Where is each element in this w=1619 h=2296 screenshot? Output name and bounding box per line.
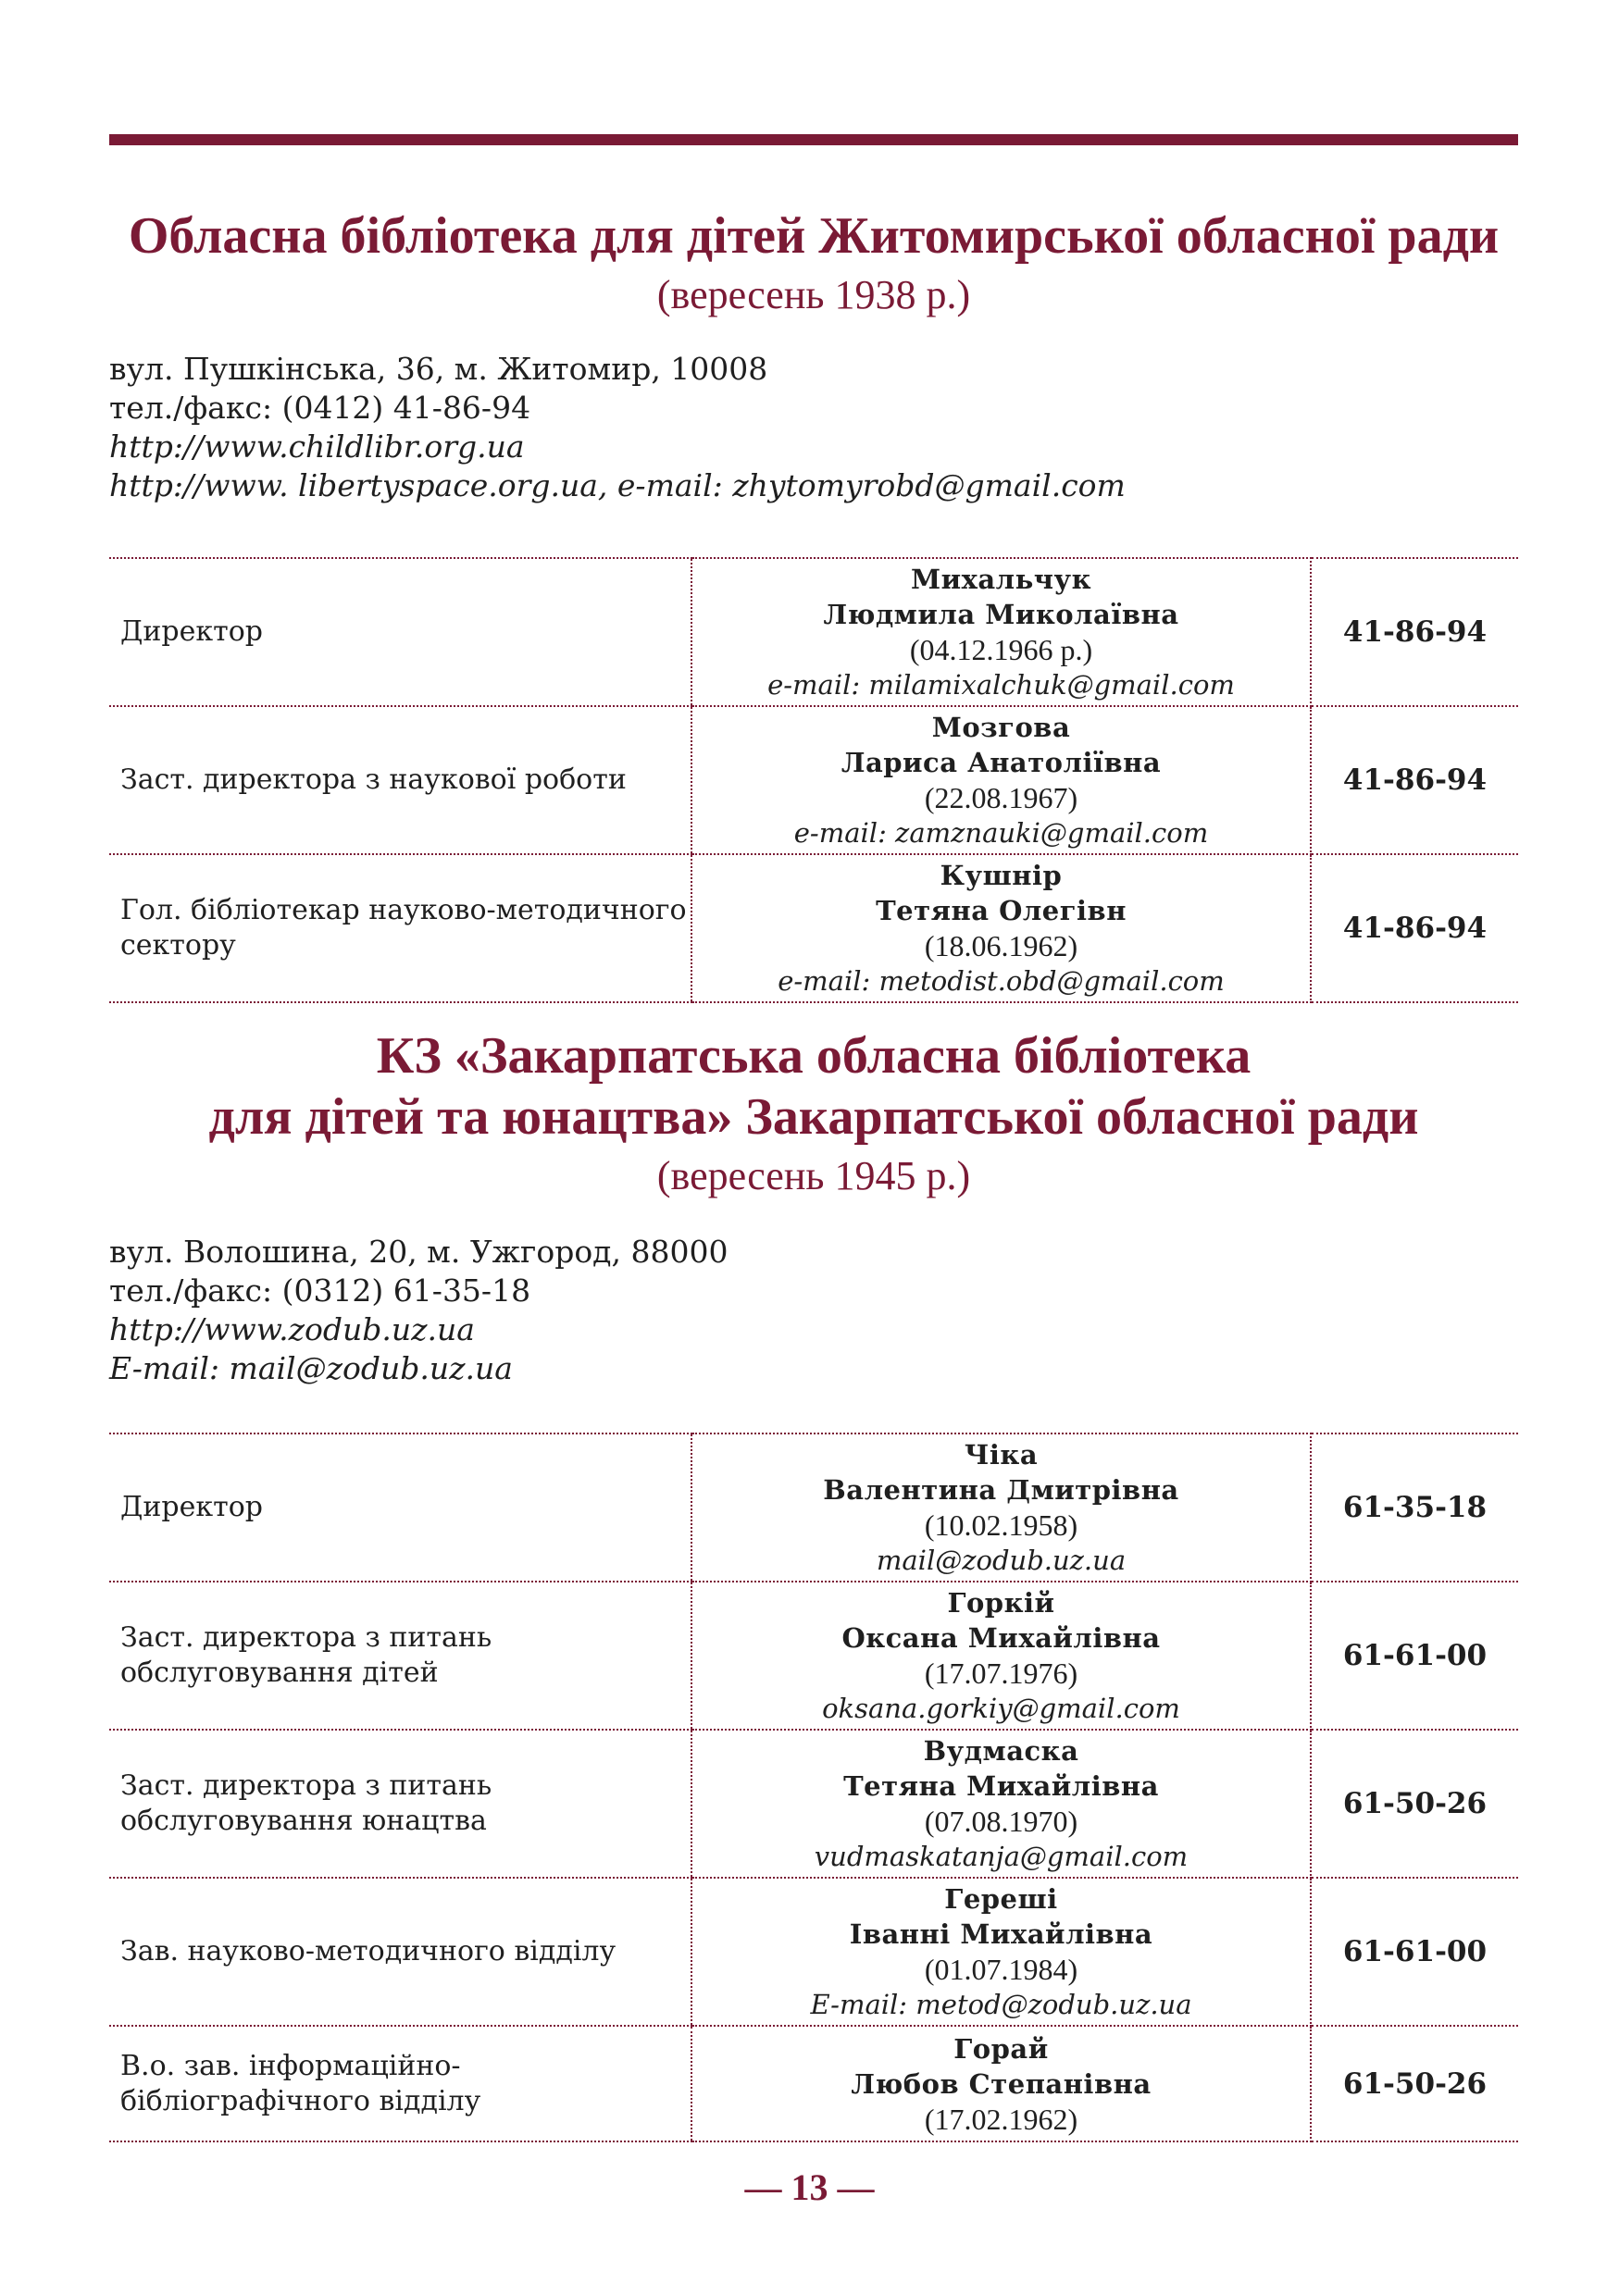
org-founding-date: (вересень 1945 р.) bbox=[656, 1153, 971, 1198]
email-link[interactable]: e-mail: milamixalchuk@gmail.com bbox=[767, 669, 1235, 701]
birth-date: (22.08.1967) bbox=[924, 781, 1078, 814]
surname: Гереші bbox=[944, 1883, 1058, 1915]
phone-fax: тел./факс: (0412) 41-86-94 bbox=[109, 390, 531, 426]
website-link[interactable]: http://www.childlibr.org.ua bbox=[109, 428, 525, 465]
given-names: Оксана Михайлівна bbox=[841, 1622, 1161, 1654]
given-names: Валентина Дмитрівна bbox=[823, 1474, 1179, 1506]
birth-date: (10.02.1958) bbox=[924, 1508, 1078, 1542]
org-title bbox=[109, 205, 1518, 267]
birth-date: (04.12.1966 р.) bbox=[909, 633, 1093, 666]
phone-fax: тел./факс: (0312) 61-35-18 bbox=[109, 1272, 531, 1309]
position-cell: Гол. бібліотекар науково-методичного сектору bbox=[109, 854, 691, 1002]
phone-cell: 41-86-94 bbox=[1311, 558, 1518, 706]
position-cell: Директор bbox=[109, 558, 691, 706]
birth-date: (17.02.1962) bbox=[924, 2102, 1078, 2136]
person-cell bbox=[691, 1433, 1311, 1582]
org-founding-date: (вересень 1938 р.) bbox=[656, 272, 971, 317]
surname: Горкій bbox=[947, 1587, 1055, 1619]
phone-cell: 61-35-18 bbox=[1311, 1433, 1518, 1582]
email-link[interactable]: e-mail: zamznauki@gmail.com bbox=[793, 817, 1209, 849]
email-link[interactable]: E-mail: metod@zodub.uz.ua bbox=[810, 1989, 1192, 2020]
email-link[interactable]: E-mail: mail@zodub.uz.ua bbox=[109, 1350, 513, 1386]
table-row bbox=[109, 1433, 1518, 1582]
website-link[interactable]: http://www.zodub.uz.ua bbox=[109, 1311, 475, 1347]
top-rule bbox=[109, 134, 1518, 145]
person-cell bbox=[691, 1730, 1311, 1878]
phone-cell: 41-86-94 bbox=[1311, 854, 1518, 1002]
page-number: — 13 — bbox=[744, 2166, 875, 2208]
address: вул. Волошина, 20, м. Ужгород, 88000 bbox=[109, 1234, 729, 1270]
table-row bbox=[109, 1878, 1518, 2026]
staff-table bbox=[109, 557, 1518, 1003]
given-names: Тетяна Олегівн bbox=[876, 895, 1127, 926]
table-row bbox=[109, 2026, 1518, 2141]
phone-cell: 41-86-94 bbox=[1311, 706, 1518, 854]
person-cell bbox=[691, 1582, 1311, 1730]
surname: Михальчук bbox=[910, 564, 1092, 595]
staff-table-zakarpattia-wrap bbox=[109, 1433, 1518, 2142]
org-title-line: КЗ «Закарпатська обласна бібліотека bbox=[376, 1027, 1252, 1085]
phone-cell: 61-61-00 bbox=[1311, 1878, 1518, 2026]
surname: Горай bbox=[953, 2032, 1049, 2065]
given-names: Людмила Миколаївна bbox=[823, 599, 1179, 630]
surname: Вудмаска bbox=[923, 1735, 1079, 1767]
person-cell bbox=[691, 1878, 1311, 2026]
person-cell bbox=[691, 558, 1311, 706]
org-title-line: для дітей та юнацтва» Закарпатської обласної ради bbox=[208, 1088, 1419, 1146]
website-email-line[interactable]: http://www. libertyspace.org.ua, e-mail: zhytomyrobd@gmail.com bbox=[109, 467, 1126, 503]
person-cell bbox=[691, 706, 1311, 854]
email-link[interactable]: mail@zodub.uz.ua bbox=[876, 1545, 1127, 1576]
contact-block bbox=[109, 350, 1518, 505]
email-link[interactable]: e-mail: metodist.obd@gmail.com bbox=[778, 965, 1225, 997]
position-cell: Заст. директора з питань обслуговування юнацтва bbox=[109, 1730, 691, 1878]
table-row bbox=[109, 558, 1518, 706]
contact-block bbox=[109, 1233, 1518, 1388]
table-row bbox=[109, 854, 1518, 1002]
given-names: Любов Степанівна bbox=[851, 2067, 1152, 2100]
email-link[interactable]: oksana.gorkiy@gmail.com bbox=[822, 1693, 1180, 1724]
position-cell: Заст. директора з наукової роботи bbox=[109, 706, 691, 854]
birth-date: (01.07.1984) bbox=[924, 1953, 1078, 1986]
phone-cell: 61-50-26 bbox=[1311, 1730, 1518, 1878]
surname: Мозгова bbox=[931, 712, 1071, 743]
given-names: Лариса Анатоліївна bbox=[841, 747, 1162, 778]
position-cell: Зав. науково-методичного відділу bbox=[109, 1878, 691, 2026]
library-section-zakarpattia bbox=[109, 1025, 1518, 1388]
phone-cell: 61-61-00 bbox=[1311, 1582, 1518, 1730]
org-title bbox=[109, 1025, 1518, 1148]
person-cell bbox=[691, 2026, 1311, 2141]
position-cell: В.о. зав. інформаційно-бібліографічного відділу bbox=[109, 2026, 691, 2141]
given-names: Тетяна Михайлівна bbox=[843, 1770, 1159, 1802]
position-cell: Директор bbox=[109, 1433, 691, 1582]
org-title-line: Обласна бібліотека для дітей Житомирської обласної ради bbox=[128, 207, 1500, 265]
table-row bbox=[109, 706, 1518, 854]
birth-date: (17.07.1976) bbox=[924, 1657, 1078, 1690]
person-cell bbox=[691, 854, 1311, 1002]
address: вул. Пушкінська, 36, м. Житомир, 10008 bbox=[109, 351, 768, 387]
staff-table bbox=[109, 1433, 1518, 2142]
staff-table-zhytomyr-wrap bbox=[109, 557, 1518, 1003]
birth-date: (18.06.1962) bbox=[924, 929, 1078, 962]
surname: Кушнір bbox=[940, 860, 1063, 891]
birth-date: (07.08.1970) bbox=[924, 1805, 1078, 1838]
table-row bbox=[109, 1730, 1518, 1878]
email-link[interactable]: vudmaskatanja@gmail.com bbox=[814, 1841, 1189, 1872]
surname: Чіка bbox=[964, 1439, 1039, 1471]
given-names: Іванні Михайлівна bbox=[849, 1918, 1153, 1950]
position-cell: Заст. директора з питань обслуговування дітей bbox=[109, 1582, 691, 1730]
library-section-zhytomyr bbox=[109, 205, 1518, 505]
phone-cell: 61-50-26 bbox=[1311, 2026, 1518, 2141]
table-row bbox=[109, 1582, 1518, 1730]
